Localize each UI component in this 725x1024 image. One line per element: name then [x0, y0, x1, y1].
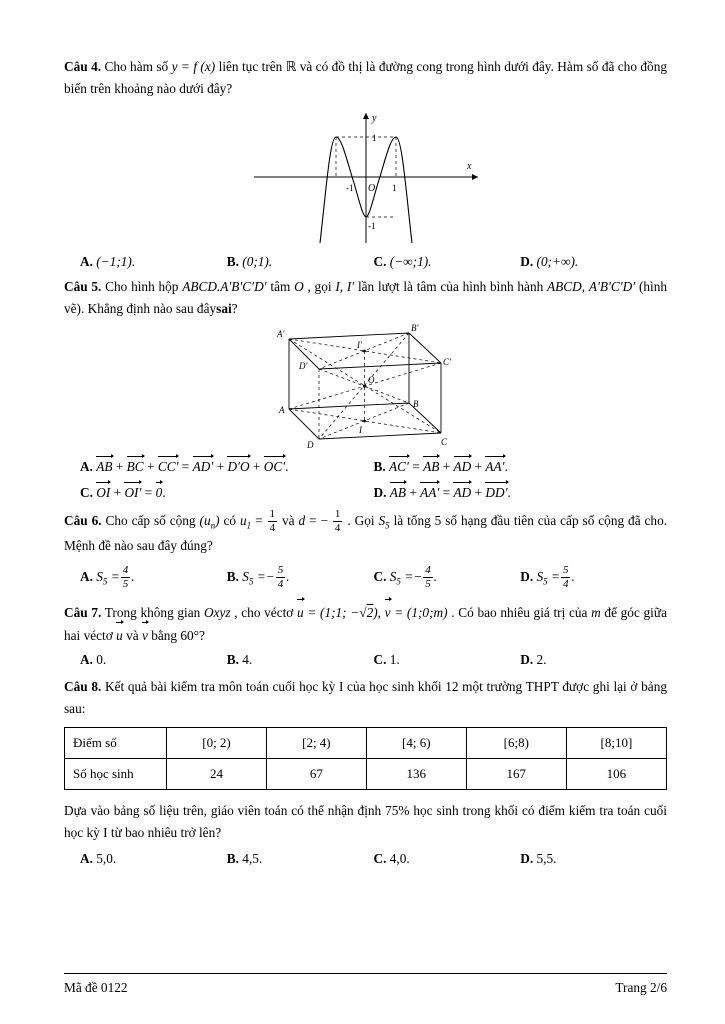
label-A-prime: A′: [276, 329, 284, 340]
option-c-value: 1.: [389, 652, 400, 668]
question-7-text-a: Trong không gian: [104, 605, 201, 621]
option-b-key: B.: [226, 254, 239, 270]
question-6-text-e: là tổng 5 số hạng đầu tiên của cấp số cộng đã cho. Mệnh đề nào sau đây đúng?: [64, 513, 668, 554]
question-7-text-e: và: [126, 627, 139, 643]
question-7: Câu 7. Trong không gian Oxyz , cho véctơ u = (1;1; −√2), v = (1;0;m) . Có bao nhiêu giá trị của m để góc giữa hai véctơ u và v bằng 60°?: [64, 601, 667, 646]
option-c[interactable]: [374, 851, 521, 867]
tick-y-pos: 1: [371, 133, 376, 144]
option-b-value: 4,5.: [242, 851, 263, 867]
question-5-i1: I: [335, 279, 340, 295]
option-d[interactable]: [374, 483, 668, 501]
point-O: [362, 385, 365, 388]
option-c-key: C.: [373, 254, 387, 270]
graph-quartic: [246, 105, 486, 250]
option-a-value: 0.: [96, 652, 107, 668]
question-7-u: u: [116, 624, 123, 647]
question-7-u-def: u = (1;1; −√2): [297, 605, 378, 620]
question-8: [64, 676, 667, 719]
question-6: [64, 509, 667, 557]
option-c-value: OI + OI′ = 0.: [96, 485, 166, 501]
question-7-v: v: [142, 624, 148, 647]
question-8-label: Câu 8.: [64, 679, 102, 695]
option-a-key: A.: [80, 569, 93, 585]
question-5-text-f: sai: [216, 300, 232, 316]
question-5-text-g: ?: [231, 300, 238, 316]
option-c[interactable]: [374, 565, 521, 591]
label-B: B: [412, 399, 418, 410]
question-4-text-c: và có đồ thị là đường cong trong hình dưới đây. Hàm số đã cho đồng biến trên khoảng nào dưới đây?: [64, 59, 667, 96]
option-b-key: B.: [226, 652, 239, 668]
label-B-prime: B′: [410, 323, 418, 334]
option-d-value: 2.: [536, 652, 547, 668]
page-footer: [64, 973, 667, 996]
question-5-figure: [64, 321, 667, 451]
footer-exam-code: Mã đề 0122: [64, 980, 128, 995]
option-a[interactable]: [64, 254, 227, 270]
option-b-key: B.: [226, 569, 239, 585]
question-4-function: y = f (x): [171, 59, 216, 74]
question-7-label: Câu 7.: [64, 605, 102, 621]
option-b[interactable]: [227, 652, 374, 668]
option-d-value: 5,5.: [536, 851, 557, 867]
option-a-value: $S_5$ = $\frac{4}{5}$ .: [96, 563, 135, 590]
row-header-count: Số học sinh: [65, 759, 167, 790]
question-5-text-d: lần lượt là tâm của hình bình hành: [357, 279, 544, 295]
option-d-key: D.: [520, 851, 534, 867]
option-a-value: (−1;1).: [96, 254, 136, 270]
question-6-eq1: =: [255, 513, 263, 529]
option-d[interactable]: [520, 254, 667, 270]
question-6-u1-value: $\frac{1}{4}$: [269, 508, 275, 534]
question-5-i2: I′: [346, 279, 355, 295]
interval-1: [2; 4): [266, 728, 366, 759]
question-8-text-a: Kết quả bài kiểm tra môn toán cuối học kỳ I của học sinh khối 12 một trường THPT được ghi lại ở bảng sau:: [64, 679, 667, 716]
question-8-options: [64, 851, 667, 867]
question-6-u1: $u_1$: [239, 513, 252, 531]
interval-0: [0; 2): [167, 728, 267, 759]
option-b-value: $S_5$ =− $\frac{5}{4}$ .: [242, 563, 290, 590]
question-4: [64, 56, 667, 99]
option-a-key: A.: [80, 851, 93, 867]
option-b-value: (0;1).: [242, 254, 273, 270]
option-c-key: C.: [80, 485, 93, 501]
option-a[interactable]: [64, 565, 227, 591]
question-7-text-f: bằng 60°?: [151, 627, 205, 643]
option-c-value: (−∞;1).: [389, 254, 432, 270]
question-6-options: [64, 565, 667, 591]
label-O: O: [367, 375, 374, 386]
footer-page-number: Trang 2/6: [615, 980, 667, 995]
option-b[interactable]: [227, 851, 374, 867]
point-I: [363, 420, 366, 423]
axis-y-label: y: [371, 113, 376, 125]
option-a-value: 5,0.: [96, 851, 117, 867]
interval-2: [4; 6): [366, 728, 466, 759]
option-a-key: A.: [80, 459, 93, 475]
question-4-real-set: ℝ: [285, 59, 297, 74]
count-3: 167: [466, 759, 566, 790]
tick-y-neg: -1: [367, 221, 375, 232]
option-d-key: D.: [520, 254, 534, 270]
option-b[interactable]: [227, 254, 374, 270]
option-b-key: B.: [373, 459, 386, 475]
origin-label: O: [367, 183, 375, 195]
option-d[interactable]: [520, 652, 667, 668]
option-b[interactable]: [374, 457, 668, 475]
count-0: 24: [167, 759, 267, 790]
question-5-par1: ABCD: [547, 279, 582, 295]
label-I-prime: I′: [356, 340, 362, 351]
table-row: [65, 728, 667, 759]
question-4-figure: [64, 105, 667, 250]
count-2: 136: [366, 759, 466, 790]
box-diagram: [241, 321, 491, 451]
question-4-text-b: liên tục trên: [218, 59, 283, 74]
option-c[interactable]: [374, 652, 521, 668]
option-d[interactable]: [520, 565, 667, 591]
question-8-table-wrap: [64, 727, 667, 790]
question-5-text-a: Cho hình hộp: [105, 279, 179, 295]
option-b[interactable]: [227, 565, 374, 591]
axis-x-label: x: [466, 161, 471, 173]
option-c-key: C.: [373, 652, 387, 668]
question-8-followup: Dựa vào bảng số liệu trên, giáo viên toán có thể nhận định 75% học sinh trong khối có điểm kiểm tra toán cuối học kỳ I từ bao nhiêu trở lên?: [64, 803, 667, 840]
option-b-value: AC′ = AB + AD + AA′.: [389, 459, 508, 475]
question-7-text-c: . Có bao nhiêu giá trị của: [451, 605, 588, 621]
count-4: 106: [566, 759, 666, 790]
question-5-options-row1: [64, 457, 667, 475]
option-c-key: C.: [373, 851, 387, 867]
question-7-options: [64, 652, 667, 668]
option-d-value: AB + AA′ = AD + DD′.: [389, 485, 511, 501]
question-6-s5: $S_5$: [378, 513, 390, 531]
question-7-space: Oxyz: [203, 605, 231, 621]
option-a-key: A.: [80, 652, 93, 668]
question-5-center: O: [294, 279, 304, 295]
option-d-value: (0;+∞).: [536, 254, 579, 270]
question-6-text-d: . Gọi: [347, 513, 375, 529]
interval-4: [8;10]: [566, 728, 666, 759]
question-4-label: Câu 4.: [64, 59, 102, 74]
label-C-prime: C′: [442, 357, 451, 368]
question-7-v-def: v = (1;0;m): [385, 605, 448, 620]
option-c-value: 4,0.: [389, 851, 410, 867]
question-6-d-value: $\frac{1}{4}$: [334, 508, 341, 534]
table-row: [65, 759, 667, 790]
label-D: D: [306, 440, 313, 451]
question-7-text-b: , cho véctơ: [234, 605, 294, 621]
question-6-d: d: [298, 513, 306, 529]
option-b-value: 4.: [242, 652, 253, 668]
option-a-value: AB + BC + CC′ = AD′ + D′O + OC′.: [96, 459, 289, 475]
label-I: I: [358, 425, 362, 436]
tick-x-neg: -1: [345, 183, 353, 194]
option-d-key: D.: [373, 485, 387, 501]
question-7-m: m: [591, 605, 601, 621]
question-7-text-d: để góc giữa hai véctơ: [64, 605, 667, 643]
option-d[interactable]: [520, 851, 667, 867]
question-6-sequence: $(u_n)$: [199, 513, 220, 531]
question-5-text-e: (hình vẽ). Khẳng định nào sau đây: [64, 279, 668, 316]
option-c[interactable]: [374, 254, 521, 270]
question-5-options-row2: [64, 483, 667, 501]
question-6-text-a: Cho cấp số cộng: [105, 513, 196, 529]
question-5-text-b: tâm: [270, 279, 291, 295]
label-D-prime: D′: [298, 361, 307, 372]
option-d-key: D.: [520, 652, 534, 668]
question-5-box-name: ABCD.A′B′C′D′: [182, 279, 267, 295]
option-a[interactable]: [64, 851, 227, 867]
point-I-prime: [363, 350, 366, 353]
label-A: A: [278, 405, 284, 416]
row-header-score: Điểm số: [65, 728, 167, 759]
question-5-label: Câu 5.: [64, 279, 102, 295]
option-d-value: $S_5$ = $\frac{5}{4}$ .: [536, 563, 575, 590]
option-a[interactable]: [64, 457, 374, 475]
option-c-value: $S_5$ =− $\frac{4}{5}$ .: [389, 563, 438, 590]
question-5-par2: A′B′C′D′: [588, 279, 636, 295]
label-C: C: [440, 437, 447, 448]
question-5: Câu 5. Cho hình hộp ABCD.A′B′C′D′ tâm O , gọi I, I′ lần lượt là tâm của hình bình hành ABCD, A′B′C′D′ (hình vẽ). Khẳng định nào sau đâysai?: [64, 279, 668, 316]
option-d-key: D.: [520, 569, 534, 585]
tick-x-pos: 1: [391, 183, 396, 194]
question-6-eq2: = −: [309, 513, 328, 529]
interval-3: [6;8): [466, 728, 566, 759]
question-4-text-a: Cho hàm số: [104, 59, 169, 74]
question-6-text-b: có: [223, 513, 237, 529]
count-1: 67: [266, 759, 366, 790]
option-a[interactable]: [64, 652, 227, 668]
option-a-key: A.: [80, 254, 93, 270]
option-c[interactable]: [64, 483, 374, 501]
question-4-options: [64, 254, 667, 270]
option-b-key: B.: [226, 851, 239, 867]
option-c-key: C.: [373, 569, 387, 585]
score-table: [64, 727, 667, 790]
question-5-text-c: , gọi: [307, 279, 332, 295]
question-6-text-c: và: [281, 513, 295, 529]
question-6-label: Câu 6.: [64, 513, 102, 529]
